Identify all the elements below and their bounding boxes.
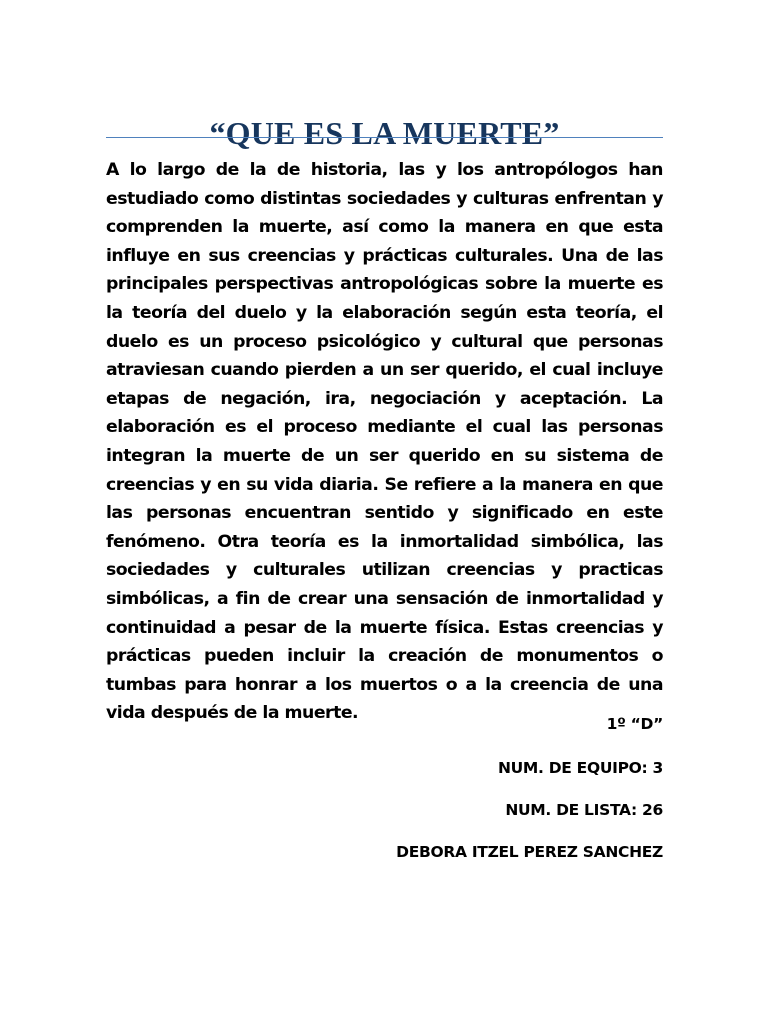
- title-underline: [106, 137, 663, 138]
- team-number: NUM. DE EQUIPO: 3: [497, 759, 663, 777]
- list-number: NUM. DE LISTA: 26: [505, 801, 663, 819]
- author-name: DEBORA ITZEL PEREZ SANCHEZ: [396, 843, 663, 861]
- group-label: 1º “D”: [606, 715, 663, 733]
- document-title: “QUE ES LA MUERTE”: [209, 115, 560, 152]
- body-paragraph: A lo largo de la de historia, las y los antropólogos han estudiado como distintas sociedades y culturas enfrentan y comprenden la muerte, así como la manera en que esta influye en sus creencias y prácticas culturales. Una de las principales perspectivas antropológicas sobre la muerte es la teoría del duelo y la elaboración según esta teoría, el duelo es un proceso psicológico y cultural que personas atraviesan cuando pierden a un ser querido, el cual incluye etapas de negación, ira, negociación y aceptación. La elaboración es el proceso mediante el cual las personas integran la muerte de un ser querido en su sistema de creencias y en su vida diaria. Se refiere a la manera en que las personas encuentran sentido y significado en este fenómeno. Otra teoría es la inmortalidad simbólica, las sociedades y culturales utilizan creencias y practicas simbólicas, a fin de crear una sensación de inmortalidad y continuidad a pesar de la muerte física. Estas creencias y prácticas pueden incluir la creación de monumentos o tumbas para honrar a los muertos o a la creencia de una vida después de la muerte.: [106, 160, 663, 724]
